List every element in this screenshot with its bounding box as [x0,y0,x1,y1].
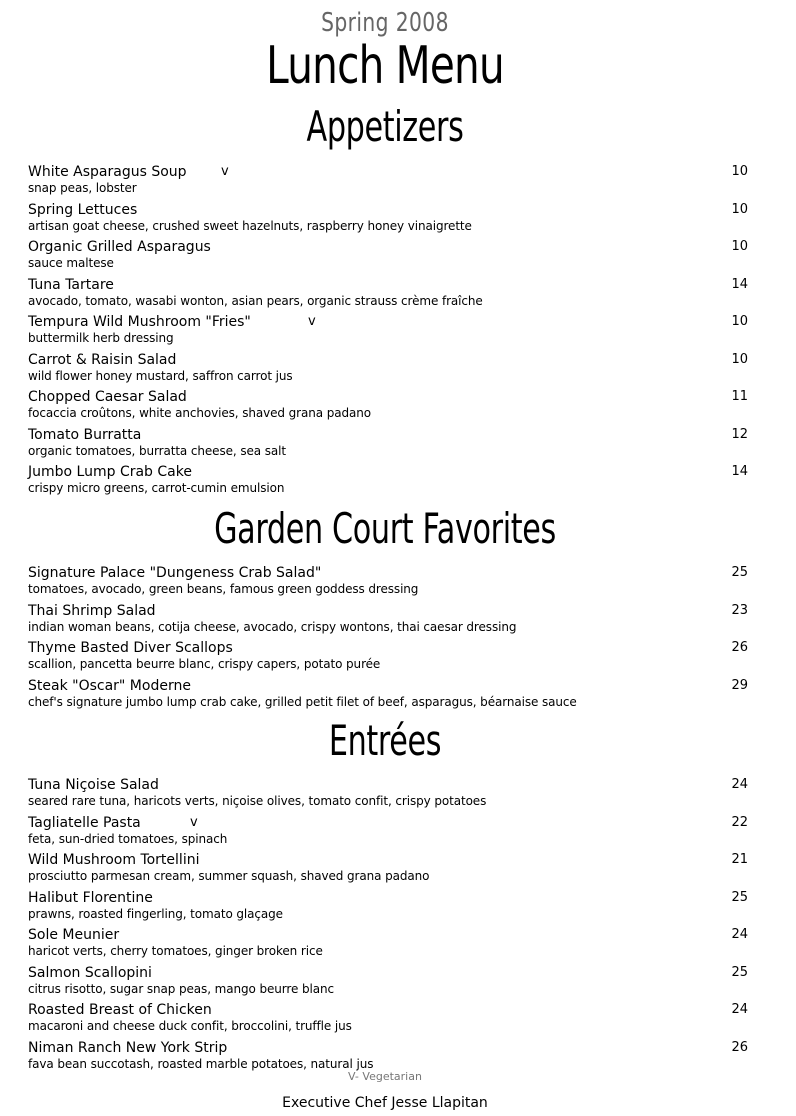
menu-season: Spring 2008 [321,8,449,38]
menu-item-name: Tuna Tartare [28,276,114,293]
menu-item-name: Thai Shrimp Salad [28,602,156,619]
menu-item [28,851,748,889]
menu-item-description: fava bean succotash, roasted marble potatoes, natural jus [28,1056,374,1071]
menu-item-description: snap peas, lobster [28,181,137,195]
menu-item-price: 14 [731,464,748,479]
menu-item [28,1001,748,1039]
menu-item-description: crispy micro greens, carrot-cumin emulsion [28,481,285,495]
section-title-entrees: Entrées [328,716,442,765]
menu-item-name: Carrot & Raisin Salad [28,351,177,368]
menu-item [28,889,748,927]
menu-item-name: Tagliatelle Pasta [28,814,141,831]
menu-item-name: Niman Ranch New York Strip [28,1039,228,1056]
menu-item [28,677,748,715]
menu-item-description: feta, sun-dried tomatoes, spinach [28,831,228,846]
vegetarian-marker: v [221,164,229,179]
menu-item-description: avocado, tomato, wasabi wonton, asian pears, organic strauss crème fraîche [28,293,483,308]
section-title-garden-court-favorites: Garden Court Favorites [214,504,556,553]
menu-item [28,388,748,426]
menu-item-price: 24 [731,927,748,942]
menu-item-price: 23 [731,602,748,618]
menu-item [28,776,748,814]
menu-item-name: Chopped Caesar Salad [28,389,187,405]
menu-item-price: 10 [731,351,748,367]
menu-item-description: citrus risotto, sugar snap peas, mango beurre blanc [28,981,334,996]
menu-item [28,313,748,351]
menu-item-name: Tempura Wild Mushroom "Fries" [28,314,251,330]
menu-item-price: 24 [731,1002,748,1017]
menu-item-price: 22 [731,814,748,830]
menu-item [28,201,748,239]
menu-item-description: indian woman beans, cotija cheese, avocado, crispy wontons, thai caesar dressing [28,619,517,634]
menu-item-description: haricot verts, cherry tomatoes, ginger broken rice [28,944,323,958]
menu-item [28,163,748,201]
menu-item-name: Wild Mushroom Tortellini [28,852,200,868]
menu-item-description: chef's signature jumbo lump crab cake, grilled petit filet of beef, asparagus, béarnaise sauce [28,694,577,709]
menu-item [28,926,748,964]
menu-item [28,814,748,852]
menu-item [28,238,748,276]
menu-item-price: 26 [731,640,748,655]
menu-item-price: 21 [731,852,748,867]
menu-item-price: 26 [731,1039,748,1055]
vegetarian-marker: v [190,814,198,830]
menu-item-description: tomatoes, avocado, green beans, famous green goddess dressing [28,582,419,596]
menu-item-name: Spring Lettuces [28,201,138,218]
menu-item-description: seared rare tuna, haricots verts, niçoise olives, tomato confit, crispy potatoes [28,794,487,808]
menu-item [28,276,748,314]
executive-chef: Executive Chef Jesse Llapitan [282,1095,488,1111]
entrees-list [28,776,748,1076]
garden-court-favorites-list [28,564,748,714]
vegetarian-note: V- Vegetarian [348,1070,422,1083]
menu-item-price: 12 [731,426,748,442]
menu-item-description: scallion, pancetta beurre blanc, crispy capers, potato purée [28,657,381,671]
section-title-appetizers: Appetizers [306,102,464,151]
menu-item-name: Halibut Florentine [28,889,153,906]
menu-item-price: 25 [731,964,748,980]
menu-item-description: macaroni and cheese duck confit, broccolini, truffle jus [28,1019,352,1033]
menu-item-description: prosciutto parmesan cream, summer squash, shaved grana padano [28,869,430,883]
menu-item-description: prawns, roasted fingerling, tomato glaçage [28,906,283,921]
menu-item-name: Sole Meunier [28,927,120,943]
menu-item-name: White Asparagus Soup [28,164,187,180]
menu-item-description: sauce maltese [28,256,114,270]
menu-item-price: 29 [731,677,748,693]
menu-item [28,463,748,501]
menu-item-price: 11 [731,389,748,404]
menu-item-price: 25 [731,889,748,905]
menu-item-price: 24 [731,777,748,792]
menu-item-price: 10 [731,164,748,179]
menu-item-name: Organic Grilled Asparagus [28,239,211,255]
menu-item-description: organic tomatoes, burratta cheese, sea salt [28,443,286,458]
menu-item-name: Signature Palace "Dungeness Crab Salad" [28,565,322,581]
menu-item-name: Steak "Oscar" Moderne [28,677,191,694]
menu-item [28,564,748,602]
menu-item [28,964,748,1002]
vegetarian-marker: v [308,314,316,329]
menu-item-name: Roasted Breast of Chicken [28,1002,212,1018]
menu-item-description: artisan goat cheese, crushed sweet hazelnuts, raspberry honey vinaigrette [28,218,472,233]
menu-item [28,602,748,640]
menu-item-name: Thyme Basted Diver Scallops [28,640,233,656]
menu-item-description: wild flower honey mustard, saffron carrot jus [28,368,293,383]
menu-item-price: 10 [731,201,748,217]
menu-item [28,639,748,677]
menu-item-description: focaccia croûtons, white anchovies, shaved grana padano [28,406,372,420]
menu-item-name: Salmon Scallopini [28,964,152,981]
menu-item-price: 14 [731,276,748,292]
menu-item-name: Jumbo Lump Crab Cake [28,464,192,480]
menu-item-price: 25 [731,565,748,580]
menu-item-price: 10 [731,314,748,329]
menu-title: Lunch Menu [266,36,504,96]
menu-item [28,351,748,389]
menu-item-description: buttermilk herb dressing [28,331,174,345]
menu-item-price: 10 [731,239,748,254]
menu-item-name: Tomato Burratta [28,426,142,443]
appetizers-list [28,163,748,501]
menu-item [28,426,748,464]
menu-item-name: Tuna Niçoise Salad [28,777,159,793]
